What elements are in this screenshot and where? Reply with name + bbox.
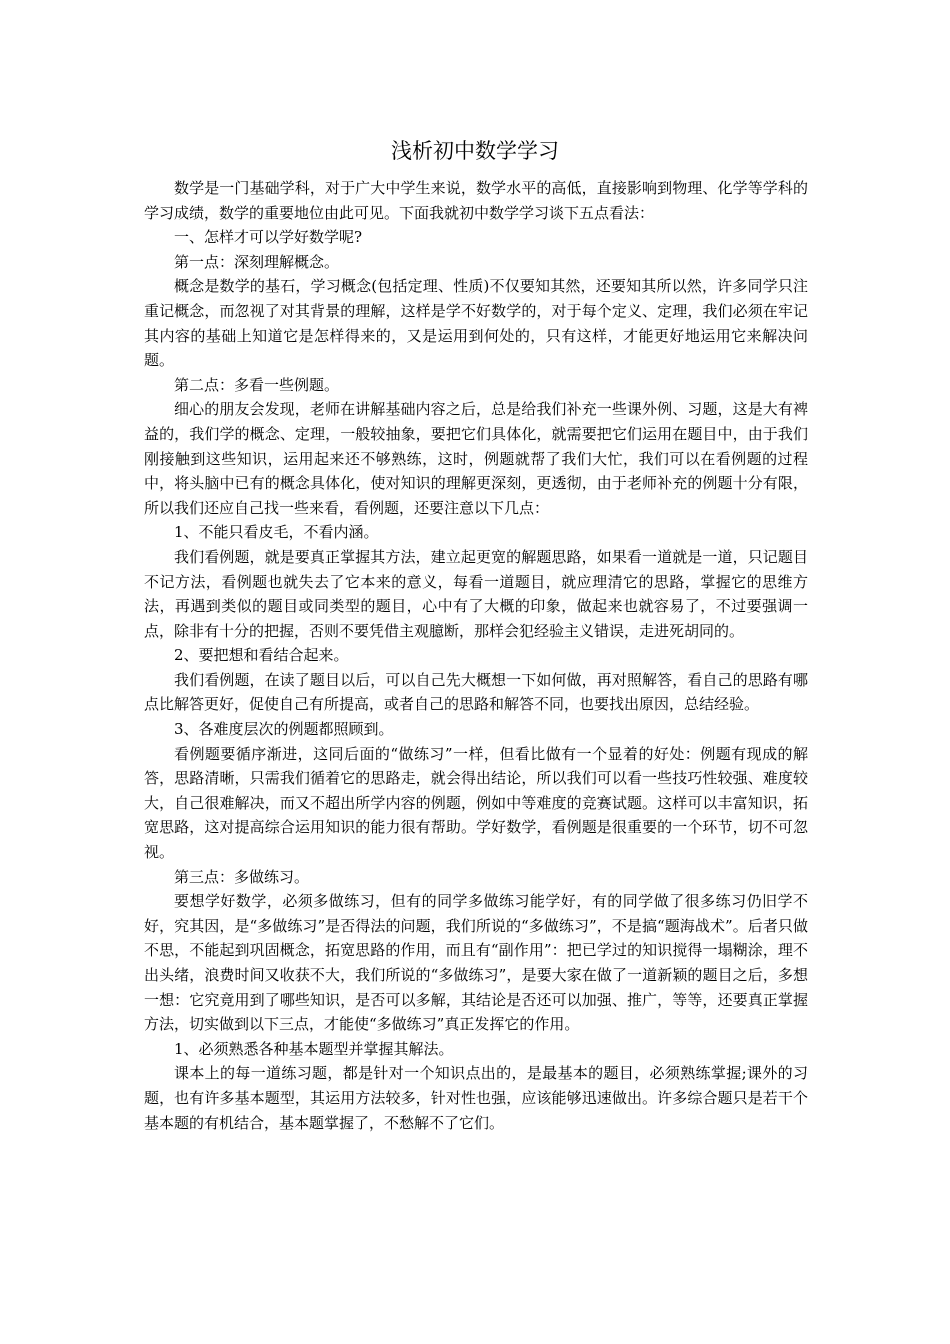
paragraph-intro: 数学是一门基础学科，对于广大中学生来说，数学水平的高低，直接影响到物理、化学等学科的学习成绩，数学的重要地位由此可见。下面我就初中数学学习谈下五点看法： [144, 179, 808, 222]
paragraph-concepts: 概念是数学的基石，学习概念(包括定理、性质)不仅要知其然，还要知其所以然，许多同学只注重记概念，而忽视了对其背景的理解，这样是学不好数学的，对于每个定义、定理，我们必须在牢记其内容的基础上知道它是怎样得来的，又是运用到何处的，只有这样，才能更好地运用它来解决问题。 [144, 277, 808, 370]
paragraph-method: 我们看例题，就是要真正掌握其方法，建立起更宽的解题思路，如果看一道就是一道，只记题目不记方法，看例题也就失去了它本来的意义，每看一道题目，就应理清它的思路，掌握它的思维方法，再遇到类似的题目或同类型的题目，心中有了大概的印象，做起来也就容易了，不过要强调一点，除非有十分的把握，否则不要凭借主观臆断，那样会犯经验主义错误，走进死胡同的。 [144, 547, 808, 640]
subpoint-heading-3-1: 1、必须熟悉各种基本题型并掌握其解法。 [174, 1039, 454, 1058]
document-body [144, 176, 808, 1135]
point-heading-3: 第三点：多做练习。 [174, 867, 310, 886]
paragraph-difficulty-levels: 看例题要循序渐进，这同后面的“做练习”一样，但看比做有一个显着的好处：例题有现成的解答，思路清晰，只需我们循着它的思路走，就会得出结论，所以我们可以看一些技巧性较强、难度较大，自己很难解决，而又不超出所学内容的例题，例如中等难度的竞赛试题。这样可以丰富知识，拓宽思路，这对提高综合运用知识的能力很有帮助。学好数学，看例题是很重要的一个环节，切不可忽视。 [144, 744, 808, 862]
point-heading-1: 第一点：深刻理解概念。 [174, 252, 340, 271]
paragraph-basic-types: 课本上的每一道练习题，都是针对一个知识点出的，是最基本的题目，必须熟练掌握;课外的习题，也有许多基本题型，其运用方法较多，针对性也强，应该能够迅速做出。许多综合题只是若干个基本题的有机结合，基本题掌握了，不愁解不了它们。 [144, 1064, 808, 1132]
section-heading-1: 一、怎样才可以学好数学呢? [174, 228, 363, 247]
subpoint-heading-2-3: 3、各难度层次的例题都照顾到。 [174, 720, 394, 739]
paragraph-think-and-read: 我们看例题，在读了题目以后，可以自己先大概想一下如何做，再对照解答，看自己的思路有哪点比解答更好，促使自己有所提高，或者自己的思路和解答不同，也要找出原因，总结经验。 [144, 670, 808, 714]
point-heading-2: 第二点：多看一些例题。 [174, 375, 340, 394]
subpoint-heading-2-1: 1、不能只看皮毛，不看内涵。 [174, 523, 379, 542]
subpoint-heading-2-2: 2、要把想和看结合起来。 [174, 646, 349, 665]
paragraph-examples: 细心的朋友会发现，老师在讲解基础内容之后，总是给我们补充一些课外例、习题，这是大有裨益的，我们学的概念、定理，一般较抽象，要把它们具体化，就需要把它们运用在题目中，由于我们刚接触到这些知识，运用起来还不够熟练，这时，例题就帮了我们大忙，我们可以在看例题的过程中，将头脑中已有的概念具体化，使对知识的理解更深刻，更透彻，由于老师补充的例题十分有限，所以我们还应自己找一些来看，看例题，还要注意以下几点： [144, 400, 808, 517]
document-title: 浅析初中数学学习 [391, 139, 559, 163]
paragraph-practice: 要想学好数学，必须多做练习，但有的同学多做练习能学好，有的同学做了很多练习仍旧学不好，究其因，是“多做练习”是否得法的问题，我们所说的“多做练习”，不是搞“题海战术”。后者只做不思，不能起到巩固概念，拓宽思路的作用，而且有“副作用”：把已学过的知识搅得一塌糊涂，理不出头绪，浪费时间又收获不大，我们所说的“多做练习”，是要大家在做了一道新颖的题目之后，多想一想：它究竟用到了哪些知识，是否可以多解，其结论是否还可以加强、推广，等等，还要真正掌握方法，切实做到以下三点，才能使“多做练习”真正发挥它的作用。 [144, 892, 808, 1034]
